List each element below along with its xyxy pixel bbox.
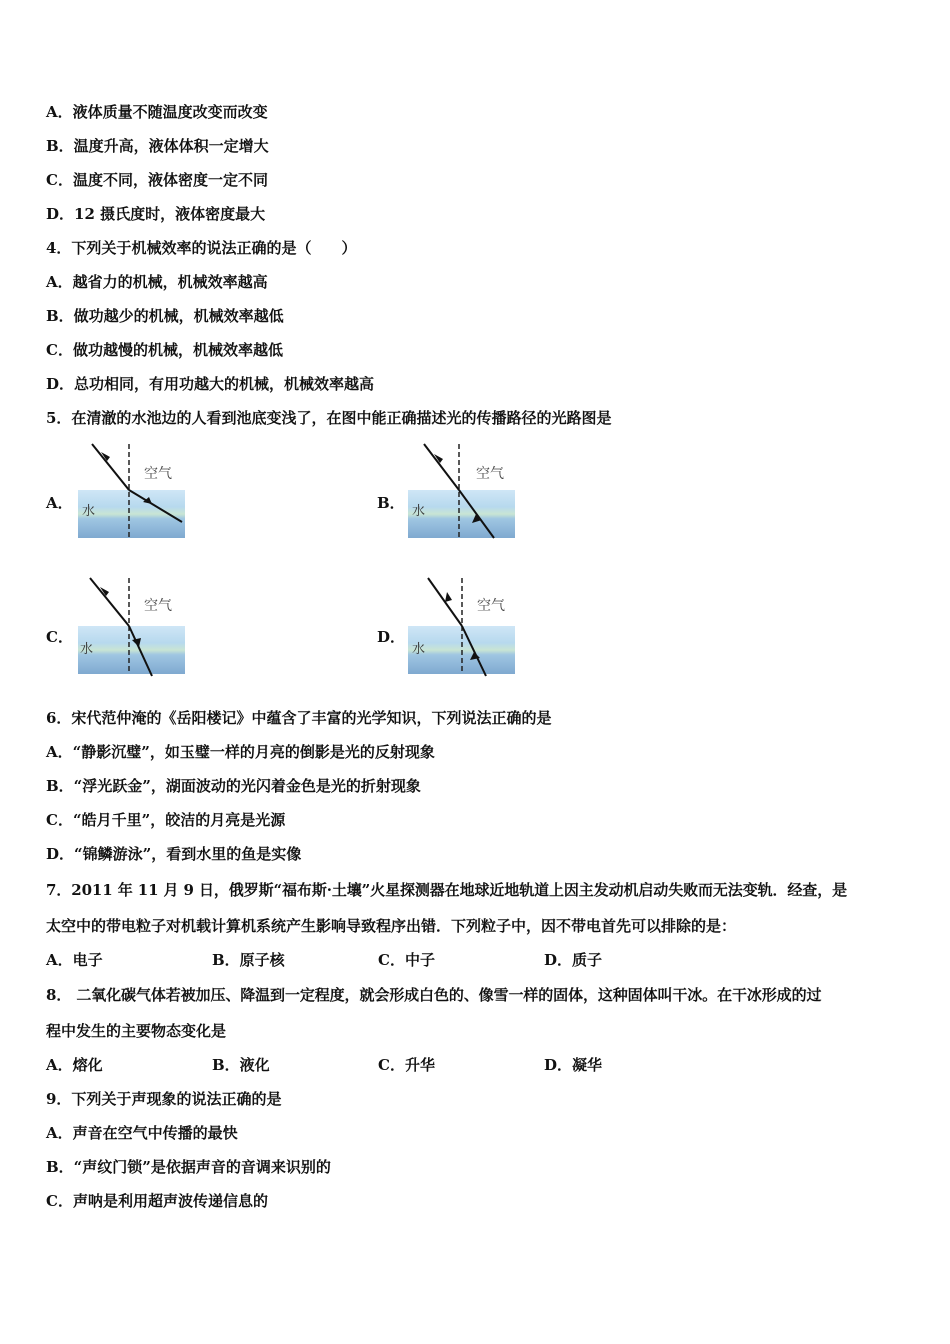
q8-option-d: D．凝华 [544,1056,603,1074]
q6-stem: 6．宋代范仲淹的《岳阳楼记》中蕴含了丰富的光学知识，下列说法正确的是 [46,709,552,727]
q4-option-a: A．越省力的机械，机械效率越高 [46,273,268,291]
q6-option-d: D．“锦鳞游泳”，看到水里的鱼是实像 [46,845,302,863]
q9-option-a: A．声音在空气中传播的最快 [46,1124,238,1142]
q3-option-a: A．液体质量不随温度改变而改变 [46,103,268,121]
q5-label-b: B． [377,494,405,512]
q5-figure-b [404,440,524,550]
air-label: 空气 [144,598,172,614]
q7-options [46,950,710,970]
air-label: 空气 [476,466,504,482]
water-label: 水 [80,642,94,657]
water-label: 水 [82,504,96,519]
q3-option-d: D．12 摄氏度时，液体密度最大 [46,205,266,223]
q5-label-a: A． [46,494,73,512]
q5-label-d: D． [377,628,406,646]
water-label: 水 [412,642,426,657]
q5-stem: 5．在清澈的水池边的人看到池底变浅了，在图中能正确描述光的传播路径的光路图是 [46,409,612,427]
q8-stem-line1: 8． 二氧化碳气体若被加压、降温到一定程度，就会形成白色的、像雪一样的固体，这种固体叫干冰。在干冰形成的过 [46,986,822,1004]
q9-stem: 9．下列关于声现象的说法正确的是 [46,1090,282,1108]
q7-option-b: B．原子核 [212,951,285,969]
q6-option-a: A．“静影沉璧”，如玉璧一样的月亮的倒影是光的反射现象 [46,743,435,761]
q3-option-c: C．温度不同，液体密度一定不同 [46,171,268,189]
q7-stem-line1: 7．2011 年 11 月 9 日，俄罗斯“福布斯·土壤”火星探测器在地球近地轨道上因主发动机启动失败而无法变轨．经查，是 [46,881,847,899]
q8-option-a: A．熔化 [46,1056,103,1074]
q5-figure-c [74,574,194,684]
q4-option-b: B．做功越少的机械，机械效率越低 [46,307,284,325]
q5-figure-d [404,574,524,684]
q7-option-c: C．中子 [378,951,435,969]
q9-option-c: C．声呐是利用超声波传递信息的 [46,1192,268,1210]
q8-option-b: B．液化 [212,1056,270,1074]
water-label: 水 [412,504,426,519]
q3-option-b: B．温度升高，液体体积一定增大 [46,137,269,155]
q8-option-c: C．升华 [378,1056,435,1074]
q8-stem-line2: 程中发生的主要物态变化是 [46,1022,227,1040]
q9-option-b: B．“声纹门锁”是依据声音的音调来识别的 [46,1158,331,1176]
air-label: 空气 [477,598,505,614]
q5-label-c: C． [46,628,73,646]
q6-option-c: C．“皓月千里”，皎洁的月亮是光源 [46,811,286,829]
q4-option-c: C．做功越慢的机械，机械效率越低 [46,341,283,359]
q4-stem: 4．下列关于机械效率的说法正确的是（ ） [46,239,357,257]
q7-option-d: D．质子 [544,951,603,969]
air-label: 空气 [144,466,172,482]
q7-stem-line2: 太空中的带电粒子对机载计算机系统产生影响导致程序出错．下列粒子中，因不带电首先可以排除的是： [46,917,737,935]
q4-option-d: D．总功相同，有用功越大的机械，机械效率越高 [46,375,375,393]
q7-option-a: A．电子 [46,951,103,969]
q8-options [46,1055,710,1075]
q5-figure-a [74,440,194,550]
q6-option-b: B．“浮光跃金”，湖面波动的光闪着金色是光的折射现象 [46,777,421,795]
